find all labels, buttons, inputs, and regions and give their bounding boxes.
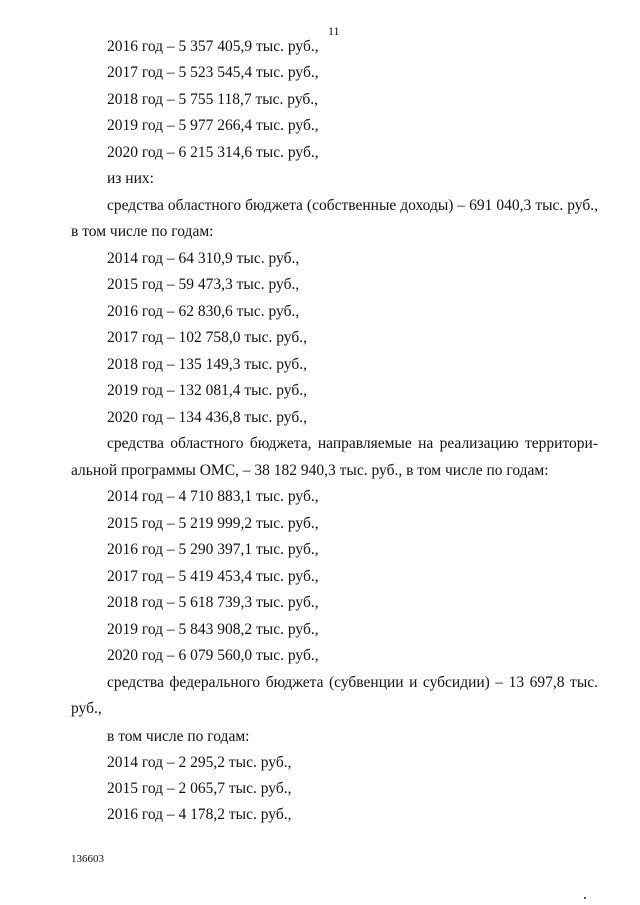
paragraph-line: средства областного бюджета, направляемые на реализацию территори- bbox=[107, 435, 598, 452]
text-line: 2019 год – 132 081,4 тыс. руб., bbox=[107, 382, 307, 399]
text-line: 2016 год – 5 357 405,9 тыс. руб., bbox=[107, 38, 319, 55]
text-line: в том числе по годам: bbox=[107, 728, 250, 745]
text-line: руб., bbox=[71, 700, 102, 717]
text-line: 2014 год – 2 295,2 тыс. руб., bbox=[107, 754, 292, 771]
text-line: 2016 год – 5 290 397,1 тыс. руб., bbox=[107, 541, 319, 558]
text-line: из них: bbox=[107, 170, 154, 187]
text-line: альной программы ОМС, – 38 182 940,3 тыс. руб., в том числе по годам: bbox=[71, 462, 549, 479]
text-line: 2017 год – 5 523 545,4 тыс. руб., bbox=[107, 64, 319, 81]
text-line: 2015 год – 5 219 999,2 тыс. руб., bbox=[107, 515, 319, 532]
paragraph-line: средства федерального бюджета (субвенции и субсидии) – 13 697,8 тыс. bbox=[107, 674, 598, 691]
text-line: 2018 год – 5 755 118,7 тыс. руб., bbox=[107, 91, 319, 108]
text-line: в том числе по годам: bbox=[71, 223, 214, 240]
text-line: 2014 год – 64 310,9 тыс. руб., bbox=[107, 250, 300, 267]
text-line: 2018 год – 5 618 739,3 тыс. руб., bbox=[107, 594, 319, 611]
paragraph-line: средства областного бюджета (собственные доходы) – 691 040,3 тыс. руб., bbox=[107, 197, 598, 214]
page-number: 11 bbox=[328, 24, 340, 38]
text-line: 2015 год – 2 065,7 тыс. руб., bbox=[107, 780, 292, 797]
text-line: 2020 год – 134 436,8 тыс. руб., bbox=[107, 409, 307, 426]
text-line: 2015 год – 59 473,3 тыс. руб., bbox=[107, 276, 300, 293]
text-line: 2017 год – 5 419 453,4 тыс. руб., bbox=[107, 568, 319, 585]
text-line: 2018 год – 135 149,3 тыс. руб., bbox=[107, 356, 307, 373]
text-line: 2020 год – 6 079 560,0 тыс. руб., bbox=[107, 647, 319, 664]
text-line: 2019 год – 5 977 266,4 тыс. руб., bbox=[107, 117, 319, 134]
text-line: 2016 год – 62 830,6 тыс. руб., bbox=[107, 303, 300, 320]
text-line: 2017 год – 102 758,0 тыс. руб., bbox=[107, 329, 307, 346]
text-line: 2014 год – 4 710 883,1 тыс. руб., bbox=[107, 488, 319, 505]
text-line: 2020 год – 6 215 314,6 тыс. руб., bbox=[107, 144, 319, 161]
scan-mark bbox=[584, 897, 586, 899]
document-code: 136603 bbox=[71, 853, 104, 865]
text-line: 2019 год – 5 843 908,2 тыс. руб., bbox=[107, 621, 319, 638]
text-line: 2016 год – 4 178,2 тыс. руб., bbox=[107, 806, 292, 823]
